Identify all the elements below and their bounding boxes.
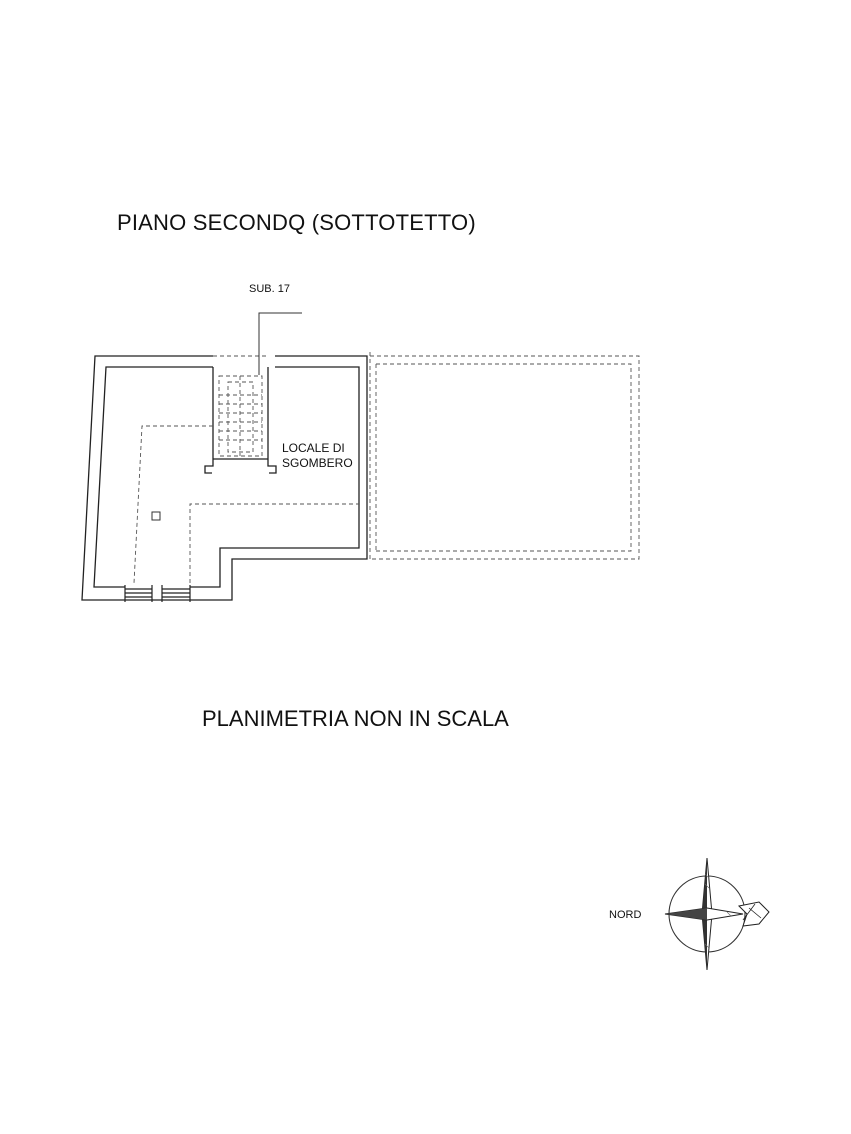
room-label-line1: LOCALE DI bbox=[282, 441, 345, 455]
compass-rose bbox=[665, 858, 769, 970]
chimney bbox=[152, 512, 160, 520]
sub-leader-line bbox=[259, 313, 302, 375]
sub-label: SUB. 17 bbox=[249, 283, 290, 295]
north-label: NORD bbox=[609, 909, 642, 921]
room-label bbox=[282, 441, 353, 471]
outer-walls bbox=[82, 356, 367, 600]
room-label-line2: SGOMBERO bbox=[282, 456, 353, 470]
stair-walls bbox=[205, 367, 276, 473]
drawing-title: PIANO SECONDQ (SOTTOTETTO) bbox=[117, 210, 476, 235]
scale-note: PLANIMETRIA NON IN SCALA bbox=[202, 706, 509, 731]
dashed-lines bbox=[134, 352, 639, 583]
